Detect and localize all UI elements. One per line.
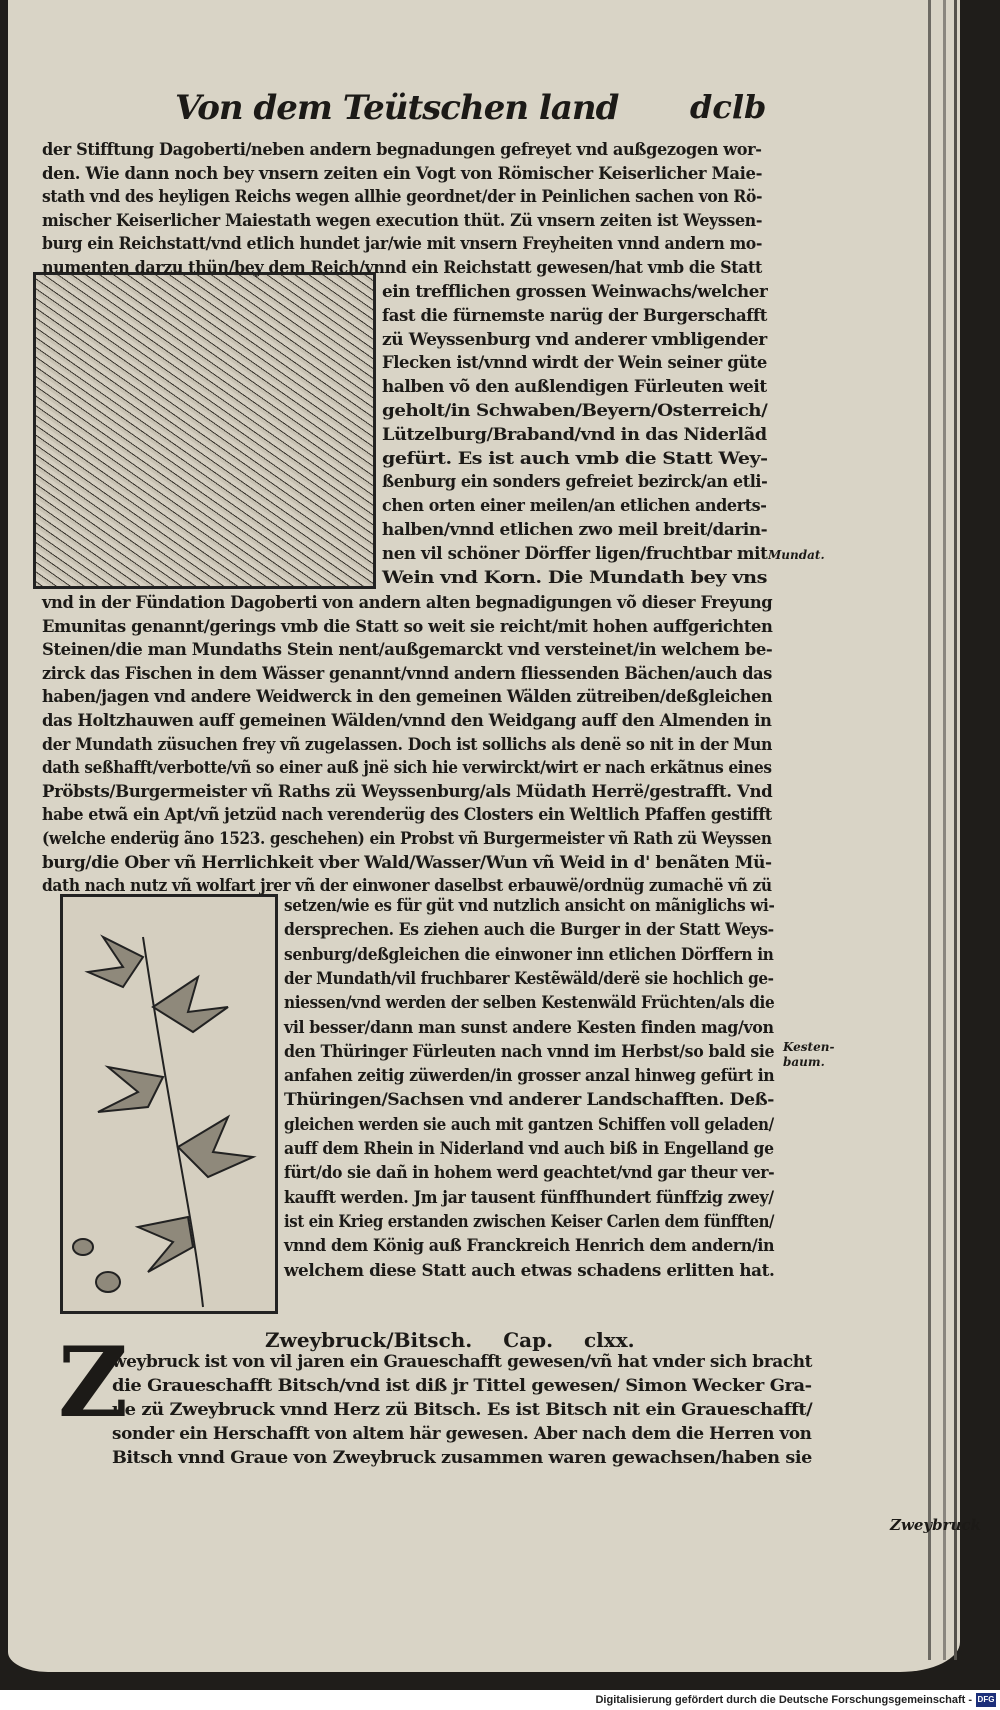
text-line: den. Wie dann noch bey vnsern zeiten ein Vogt von Römischer Keiserlicher Maie-	[42, 163, 763, 183]
text-line: das Holtzhauwen auff gemeinen Wälden/vnnd den Weidgang auff den Almenden in	[42, 711, 772, 730]
footer-credit	[0, 1690, 1000, 1710]
chestnut-branch-illustration	[63, 897, 275, 1311]
text-line: gefürt. Es ist auch vmb die Statt Wey-	[382, 448, 768, 468]
text-line: zü Weyssenburg vnd anderer vmbligender	[382, 329, 767, 349]
text-line: mischer Keiserlicher Maiestath wegen execution thüt. Zü vnsern zeiten ist Weyssen-	[42, 210, 763, 230]
text-line: halben võ den außlendigen Fürleuten weit	[382, 377, 767, 397]
dfg-logo: DFG	[976, 1693, 996, 1707]
text-line: niessen/vnd werden der selben Kestenwäld Früchten/als die	[284, 993, 775, 1013]
text-line: vil besser/dann man sunst andere Kesten finden mag/von	[284, 1017, 774, 1037]
decorated-initial: Z	[58, 1326, 129, 1439]
text-line: der Mundath züsuchen frey vñ zugelassen. Doch ist sollichs als denë so nit in der Mun	[42, 734, 772, 754]
folio-number: dclb	[690, 88, 767, 126]
text-line: habe etwã ein Apt/vñ jetzüd nach verenderüg des Closters ein Weltlich Pfaffen gestifft	[42, 805, 772, 825]
text-line: sonder ein Herschafft von altem här gewesen. Aber nach dem die Herren von	[112, 1424, 812, 1443]
text-line: Wein vnd Korn. Die Mundath bey vns	[382, 567, 768, 587]
text-line: Flecken ist/vnnd wirdt der Wein seiner güte	[382, 353, 767, 373]
page-edge	[943, 0, 946, 1660]
text-line: numenten darzu thün/bey dem Reich/vnnd ein Reichstatt gewesen/hat vmb die Statt	[42, 257, 762, 277]
text-line: senburg/deßgleichen die einwoner inn etlichen Dörffern in	[284, 944, 774, 964]
chapter-title: Zweybruck/Bitsch.	[265, 1328, 473, 1352]
text-line: dath nach nutz vñ wolfart jrer vñ der einwoner daselbst erbauwë/ordnüg zumachë vñ zü	[42, 876, 772, 896]
text-line: vnd in der Fündation Dagoberti von andern alten begnadigungen võ dieser Freyung	[42, 593, 773, 612]
text-line: burg/die Ober vñ Herrlichkeit vber Wald/Wasser/Wun vñ Weid in d' benãten Mü-	[42, 852, 772, 872]
text-line: weybruck ist von vil jaren ein Graueschafft gewesen/vñ hat vnder sich bracht	[112, 1352, 813, 1371]
text-line: nen vil schöner Dörffer ligen/fruchtbar mit	[382, 543, 768, 563]
text-line: ein trefflichen grossen Weinwachs/welcher	[382, 282, 768, 301]
chapter-number: Cap. clxx.	[503, 1328, 635, 1352]
text-line: der Mundath/vil fruchbarer Kestẽwäld/derë sie hochlich ge-	[284, 968, 774, 988]
running-title: Von dem Teütschen land	[175, 88, 619, 128]
text-line: zirck das Fischen in dem Wässer genannt/vnnd andern fliessenden Bächen/auch das	[42, 663, 772, 683]
margin-note: Mundat.	[768, 548, 825, 562]
text-line: kaufft werden. Jm jar tausent fünffhundert fünffzig zwey/	[284, 1187, 774, 1207]
text-line: vnnd dem König auß Franckreich Henrich dem andern/in	[284, 1236, 775, 1256]
text-line: die Graueschafft Bitsch/vnd ist diß jr Tittel gewesen/ Simon Wecker Gra-	[112, 1376, 812, 1395]
text-line: welchem diese Statt auch etwas schadens erlitten hat.	[284, 1260, 775, 1280]
text-line: ist ein Krieg erstanden zwischen Keiser Carlen dem fünfften/	[284, 1211, 775, 1231]
text-line: den Thüringer Fürleuten nach vnnd im Herbst/so bald sie	[284, 1041, 775, 1061]
text-line: anfahen zeitig züwerden/in grosser anzal hinweg gefürt in	[284, 1066, 775, 1086]
text-line: Bitsch vnnd Graue von Zweybruck zusammen waren gewachsen/haben sie	[112, 1448, 812, 1467]
text-line: chen orten einer meilen/an etlichen anderts-	[382, 496, 767, 516]
woodcut-chestnut-plant	[60, 894, 278, 1314]
text-line: Steinen/die man Mundaths Stein nent/außgemarckt vnd versteinet/in welchem be-	[42, 640, 773, 660]
text-line: ue zü Zweybruck vnnd Herz zü Bitsch. Es ist Bitsch nit ein Graueschafft/	[112, 1400, 813, 1419]
text-line: stath vnd des heyligen Reichs wegen allhie geordnet/der in Peinlichen sachen von Rö-	[42, 187, 763, 206]
text-line: dath seßhafft/verbotte/vñ so einer auß jnë sich hie verwirckt/wirt er nach erkãtnus eines	[42, 758, 772, 778]
page-edge	[928, 0, 931, 1660]
catchword: Zweybruck	[890, 1516, 981, 1534]
chapter-heading	[265, 1328, 635, 1352]
page-edge	[954, 0, 957, 1660]
text-line: Emunitas genannt/gerings vmb die Statt so weit sie reicht/mit hohen auffgerichten	[42, 616, 773, 636]
text-line: fürt/do sie dañ in hohem werd geachtet/vnd gar theur ver-	[284, 1163, 775, 1183]
text-line: (welche enderüg ãno 1523. geschehen) ein Probst vñ Burgermeister vñ Rath zü Weyssen	[42, 829, 772, 848]
text-line: auff dem Rhein in Niderland vnd auch biß in Engelland ge	[284, 1139, 774, 1158]
footer-text: Digitalisierung gefördert durch die Deutsche Forschungsgemeinschaft -	[595, 1694, 972, 1706]
text-line: Pröbsts/Burgermeister vñ Raths zü Weyssenburg/als Müdath Herrë/gestrafft. Vnd	[42, 781, 773, 801]
woodcut-vineyard	[33, 272, 376, 589]
text-line: haben/jagen vnd andere Weidwerck in den gemeinen Wälden zütreiben/deßgleichen	[42, 687, 773, 707]
text-line: fast die fürnemste narüg der Burgerschafft	[382, 305, 767, 325]
text-line: Thüringen/Sachsen vnd anderer Landschafften. Deß-	[284, 1090, 774, 1110]
text-line: dersprechen. Es ziehen auch die Burger in der Statt Weys-	[284, 920, 774, 940]
text-line: burg ein Reichstatt/vnd etlich hundet jar/wie mit vnsern Freyheiten vnnd andern mo-	[42, 234, 763, 253]
text-line: der Stifftung Dagoberti/neben andern begnadungen gefreyet vnd außgezogen wor-	[42, 140, 762, 159]
text-line: ßenburg ein sonders gefreiet bezirck/an etli-	[382, 472, 768, 492]
text-line: setzen/wie es für güt vnd nutzlich ansicht on mãniglichs wi-	[284, 896, 775, 915]
text-line: gleichen werden sie auch mit gantzen Schiffen voll geladen/	[284, 1114, 774, 1134]
margin-note: Kesten- baum.	[783, 1040, 835, 1069]
text-line: Lützelburg/Braband/vnd in das Niderlãd	[382, 424, 767, 444]
text-line: halben/vnnd etlichen zwo meil breit/darin-	[382, 520, 768, 539]
text-line: geholt/in Schwaben/Beyern/Osterreich/	[382, 401, 768, 420]
